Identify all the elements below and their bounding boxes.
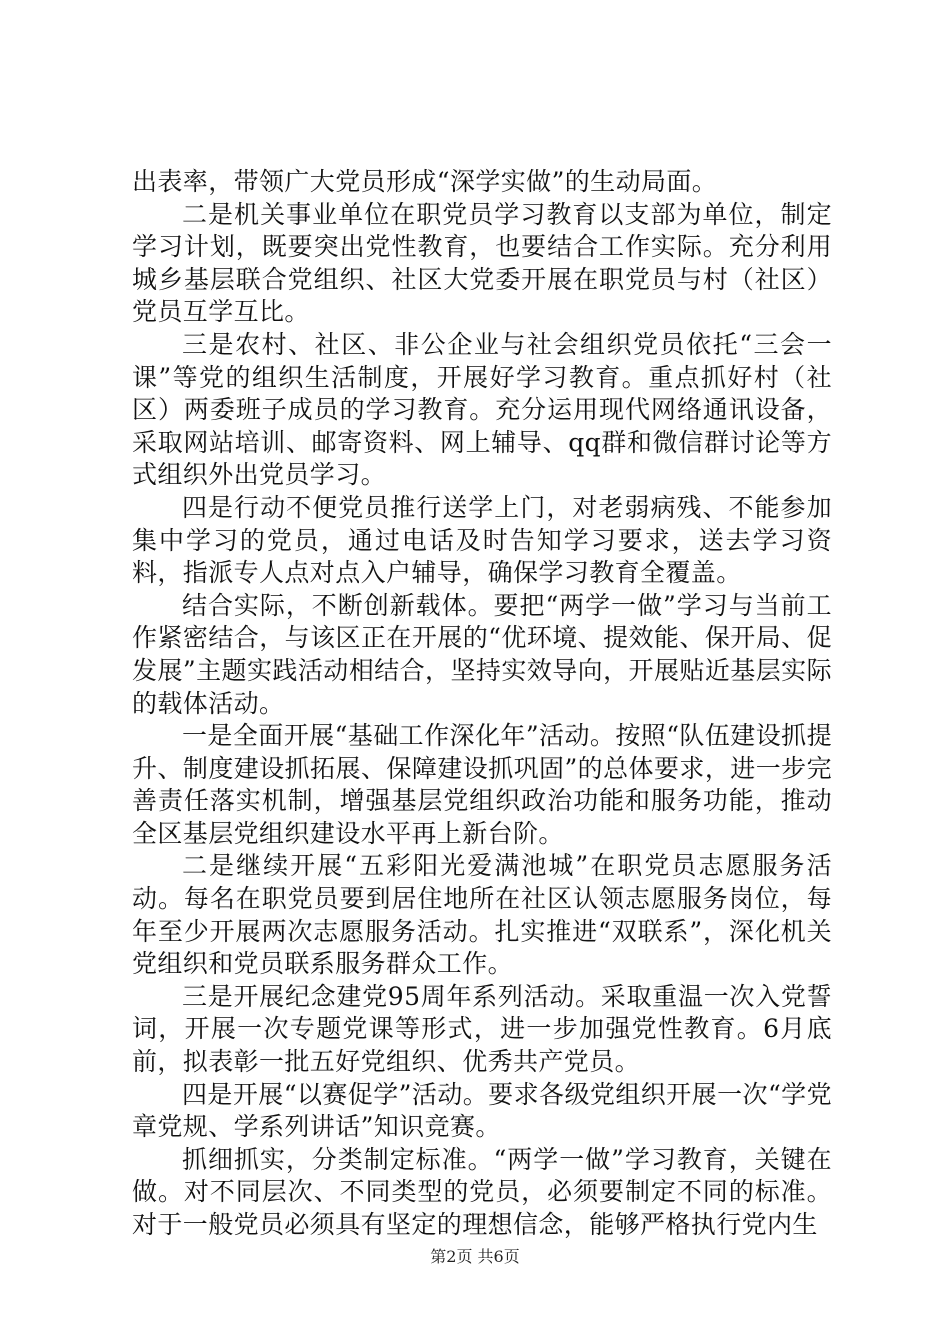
paragraph-9: 四是开展“以赛促学”活动。要求各级党组织开展一次“学党章党规、学系列讲话”知识竞赛。 [132,1079,832,1142]
document-body [132,166,832,1242]
paragraph-10: 抓细抓实，分类制定标准。“两学一做”学习教育，关键在做。对不同层次、不同类型的党员，必须要制定不同的标准。对于一般党员必须具有坚定的理想信念，能够严格执行党内生 [132,1144,832,1239]
paragraph-7: 二是继续开展“五彩阳光爱满池城”在职党员志愿服务活动。每名在职党员要到居住地所在社区认领志愿服务岗位，每年至少开展两次志愿服务活动。扎实推进“双联系”，深化机关党组织和党员联系服务群众工作。 [132,851,832,979]
paragraph-6: 一是全面开展“基础工作深化年”活动。按照“队伍建设抓提升、制度建设抓拓展、保障建设抓巩固”的总体要求，进一步完善责任落实机制，增强基层党组织政治功能和服务功能，推动全区基层党组织建设水平再上新台阶。 [132,721,832,848]
paragraph-4: 四是行动不便党员推行送学上门，对老弱病残、不能参加集中学习的党员，通过电话及时告知学习要求，送去学习资料，指派专人点对点入户辅导，确保学习教育全覆盖。 [132,492,832,588]
paragraph-3: 三是农村、社区、非公企业与社会组织党员依托“三会一课”等党的组织生活制度，开展好学习教育。重点抓好村（社区）两委班子成员的学习教育。充分运用现代网络通讯设备，采取网站培训、邮寄资料、网上辅导、qq群和微信群讨论等方式组织外出党员学习。 [132,329,832,490]
page-number-label: 第2页 共6页 [430,1247,520,1266]
paragraph-2: 二是机关事业单位在职党员学习教育以支部为单位，制定学习计划，既要突出党性教育，也要结合工作实际。充分利用城乡基层联合党组织、社区大党委开展在职党员与村（社区）党员互学互比。 [132,199,832,327]
page-footer [0,1244,950,1267]
paragraph-1: 出表率，带领广大党员形成“深学实做”的生动局面。 [132,167,718,196]
paragraph-8: 三是开展纪念建党95周年系列活动。采取重温一次入党誓词，开展一次专题党课等形式，进一步加强党性教育。6月底前，拟表彰一批五好党组织、优秀共产党员。 [132,981,832,1077]
paragraph-5: 结合实际，不断创新载体。要把“两学一做”学习与当前工作紧密结合，与该区正在开展的“优环境、提效能、保开局、促发展”主题实践活动相结合，坚持实效导向，开展贴近基层实际的载体活动。 [132,590,832,718]
